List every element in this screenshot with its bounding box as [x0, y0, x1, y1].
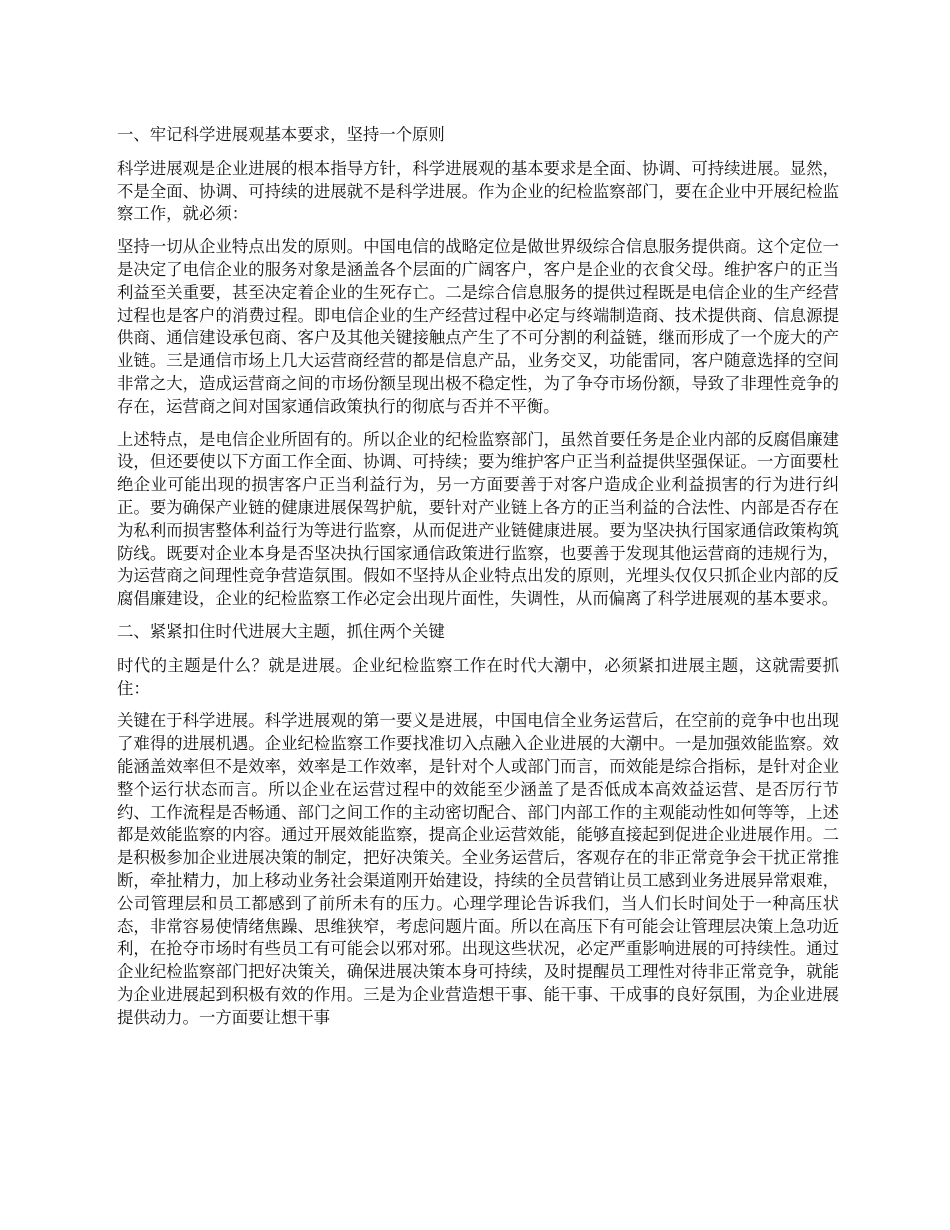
section-heading-2: 二、紧紧扣住时代进展大主题，抓住两个关键: [117, 621, 445, 641]
paragraph: 上述特点，是电信企业所固有的。所以企业的纪检监察部门，虽然首要任务是企业内部的反腐倡廉建设，但还要使以下方面工作全面、协调、可持续；要为维护客户正当利益提供坚强保证。一方面要杜绝企业可能出现的损害客户正当利益行为，另一方面要善于对客户造成企业利益损害的行为进行纠正。要为确保产业链的健康进展保驾护航，要针对产业链上各方的正当利益的合法性、内部是否存在为私利而损害整体利益行为等进行监察，从而促进产业链健康进展。要为坚决执行国家通信政策构筑防线。既要对企业本身是否坚决执行国家通信政策进行监察，也要善于发现其他运营商的违规行为，为运营商之间理性竞争营造氛围。假如不坚持从企业特点出发的原则，光埋头仅仅只抓企业内部的反腐倡廉建设，企业的纪检监察工作必定会出现片面性，失调性，从而偏离了科学进展观的基本要求。: [117, 429, 839, 609]
paragraph: 关键在于科学进展。科学进展观的第一要义是进展，中国电信全业务运营后，在空前的竞争中也出现了难得的进展机遇。企业纪检监察工作要找准切入点融入企业进展的大潮中。一是加强效能监察。效能涵盖效率但不是效率，效率是工作效率，是针对个人或部门而言，而效能是综合指标，是针对企业整个运行状态而言。所以企业在运营过程中的效能至少涵盖了是否低成本高效益运营、是否厉行节约、工作流程是否畅通、部门之间工作的主动密切配合、部门内部工作的主观能动性如何等等，上述都是效能监察的内容。通过开展效能监察，提高企业运营效能，能够直接起到促进企业进展作用。二是积极参加企业进展决策的制定，把好决策关。全业务运营后，客观存在的非正常竞争会干扰正常推断，牵扯精力，加上移动业务社会渠道刚开始建设，持续的全员营销让员工感到业务进展异常艰难，公司管理层和员工都感到了前所未有的压力。心理学理论告诉我们，当人们长时间处于一种高压状态，非常容易使情绪焦躁、思维狭窄，考虑问题片面。所以在高压下有可能会让管理层决策上急功近利，在抢夺市场时有些员工有可能会以邪对邪。出现这些状况，必定严重影响进展的可持续性。通过企业纪检监察部门把好决策关，确保进展决策本身可持续，及时提醒员工理性对待非正常竞争，就能为企业进展起到积极有效的作用。三是为企业营造想干事、能干事、干成事的良好氛围，为企业进展提供动力。一方面要让想干事: [117, 711, 839, 1027]
paragraph: 坚持一切从企业特点出发的原则。中国电信的战略定位是做世界级综合信息服务提供商。这个定位一是决定了电信企业的服务对象是涵盖各个层面的广阔客户，客户是企业的衣食父母。维护客户的正当利益至关重要，甚至决定着企业的生死存亡。二是综合信息服务的提供过程既是电信企业的生产经营过程也是客户的消费过程。即电信企业的生产经营过程中必定与终端制造商、技术提供商、信息源提供商、通信建设承包商、客户及其他关键接触点产生了不可分割的利益链，继而形成了一个庞大的产业链。三是通信市场上几大运营商经营的都是信息产品，业务交叉，功能雷同，客户随意选择的空间非常之大，造成运营商之间的市场份额呈现出极不稳定性，为了争夺市场份额，导致了非理性竞争的存在，运营商之间对国家通信政策执行的彻底与否并不平衡。: [117, 237, 839, 416]
paragraph: 时代的主题是什么？就是进展。企业纪检监察工作在时代大潮中，必须紧扣进展主题，这就需要抓住：: [117, 655, 839, 698]
paragraph: 科学进展观是企业进展的根本指导方针，科学进展观的基本要求是全面、协调、可持续进展。显然，不是全面、协调、可持续的进展就不是科学进展。作为企业的纪检监察部门，要在企业中开展纪检监察工作，就必须：: [117, 158, 839, 224]
section-heading-1: 一、牢记科学进展观基本要求，坚持一个原则: [117, 125, 445, 144]
document-body: [117, 124, 839, 1039]
